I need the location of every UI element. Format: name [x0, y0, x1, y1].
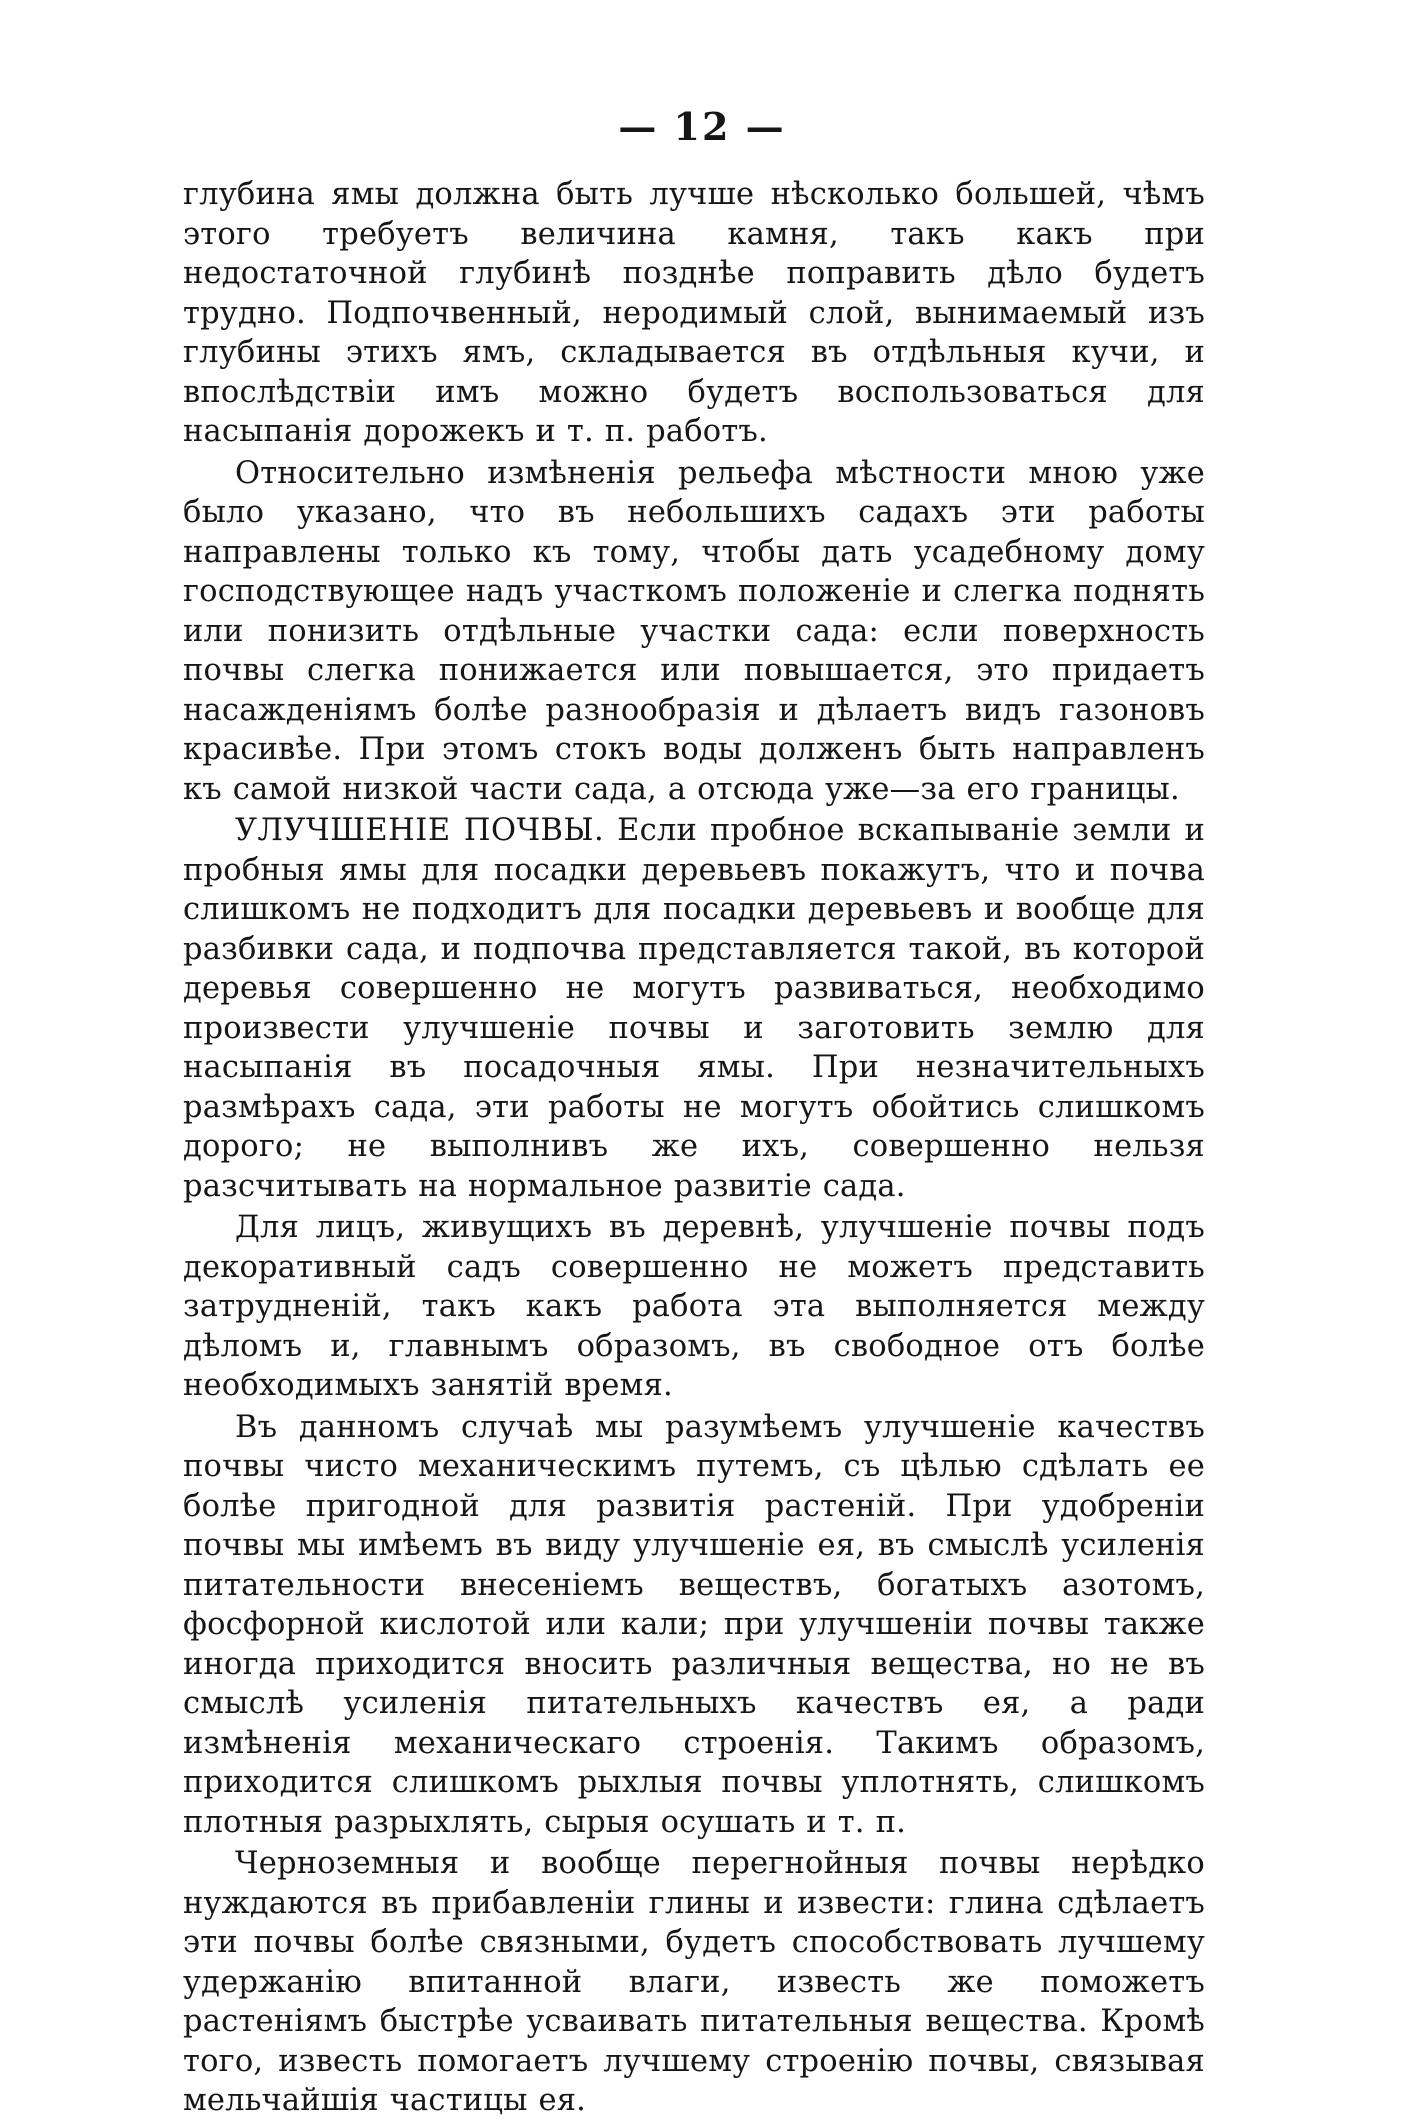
- paragraph-6: Черноземныя и вообще перегнойныя почвы нерѣдко нуждаются въ прибавленіи глины и извести: глина сдѣлаетъ эти почвы болѣе связными, будетъ способствовать лучшему удержанію впитанной влаги, известь же поможетъ растеніямъ быстрѣе усваивать питательныя вещества. Кромѣ того, известь помогаетъ лучшему строенію почвы, связывая мельчайшія частицы ея.: [183, 1846, 1205, 2118]
- page-number: — 12 —: [618, 104, 786, 149]
- paragraph-2: Относительно измѣненія рельефа мѣстности мною уже было указано, что въ небольшихъ садахъ эти работы направлены только къ тому, чтобы дать усадебному дому господствующее надъ участкомъ положеніе и слегка поднять или понизить отдѣльные участки сада: если поверхность почвы слегка понижается или повышается, это придаетъ насажденіямъ болѣе разнообразія и дѣлаетъ видъ газоновъ красивѣе. При этомъ стокъ воды долженъ быть направленъ къ самой низкой части сада, а отсюда уже—за его границы.: [183, 455, 1205, 807]
- paragraph-5: Въ данномъ случаѣ мы разумѣемъ улучшеніе качествъ почвы чисто механическимъ путемъ, съ цѣлью сдѣлать ее болѣе пригодной для развитія растеній. При удобреніи почвы мы имѣемъ въ виду улучшеніе ея, въ смыслѣ усиленія питательности внесеніемъ веществъ, богатыхъ азотомъ, фосфорной кислотой или кали; при улучшеніи почвы также иногда приходится вносить различныя вещества, но не въ смыслѣ усиленія питательныхъ качествъ ея, а ради измѣненія механическаго строенія. Такимъ образомъ, приходится слишкомъ рыхлыя почвы уплотнять, слишкомъ плотныя разрыхлять, сырыя осушать и т. п.: [183, 1409, 1205, 1840]
- body-text: [183, 175, 1205, 2121]
- paragraph-1: глубина ямы должна быть лучше нѣсколько большей, чѣмъ этого требуетъ величина камня, такъ какъ при недостаточной глубинѣ позднѣе поправить дѣло будетъ трудно. Подпочвенный, неродимый слой, вынимаемый изъ глубины этихъ ямъ, складывается въ отдѣльныя кучи, и впослѣдствіи имъ можно будетъ воспользоваться для насыпанія дорожекъ и т. п. работъ.: [183, 177, 1205, 449]
- paragraph-4: Для лицъ, живущихъ въ деревнѣ, улучшеніе почвы подъ декоративный садъ совершенно не можетъ представить затрудненій, такъ какъ работа эта выполняется между дѣломъ и, главнымъ образомъ, въ свободное отъ болѣе необходимыхъ занятій время.: [183, 1210, 1205, 1403]
- section-heading: УЛУЧШЕНІЕ ПОЧВЫ.: [235, 813, 605, 848]
- paragraph-3: [183, 811, 1205, 1206]
- paragraph-3-text: Если пробное вскапываніе земли и пробныя ямы для посадки деревьевъ покажутъ, что и почва слишкомъ не подходитъ для посадки деревьевъ и вообще для разбивки сада, и подпочва представляется такой, въ которой деревья совершенно не могутъ развиваться, необходимо произвести улучшеніе почвы и заготовить землю для насыпанія въ посадочныя ямы. При незначительныхъ размѣрахъ сада, эти работы не могутъ обойтись слишкомъ дорого; не выполнивъ же ихъ, совершенно нельзя разсчитывать на нормальное развитіе сада.: [183, 813, 1205, 1204]
